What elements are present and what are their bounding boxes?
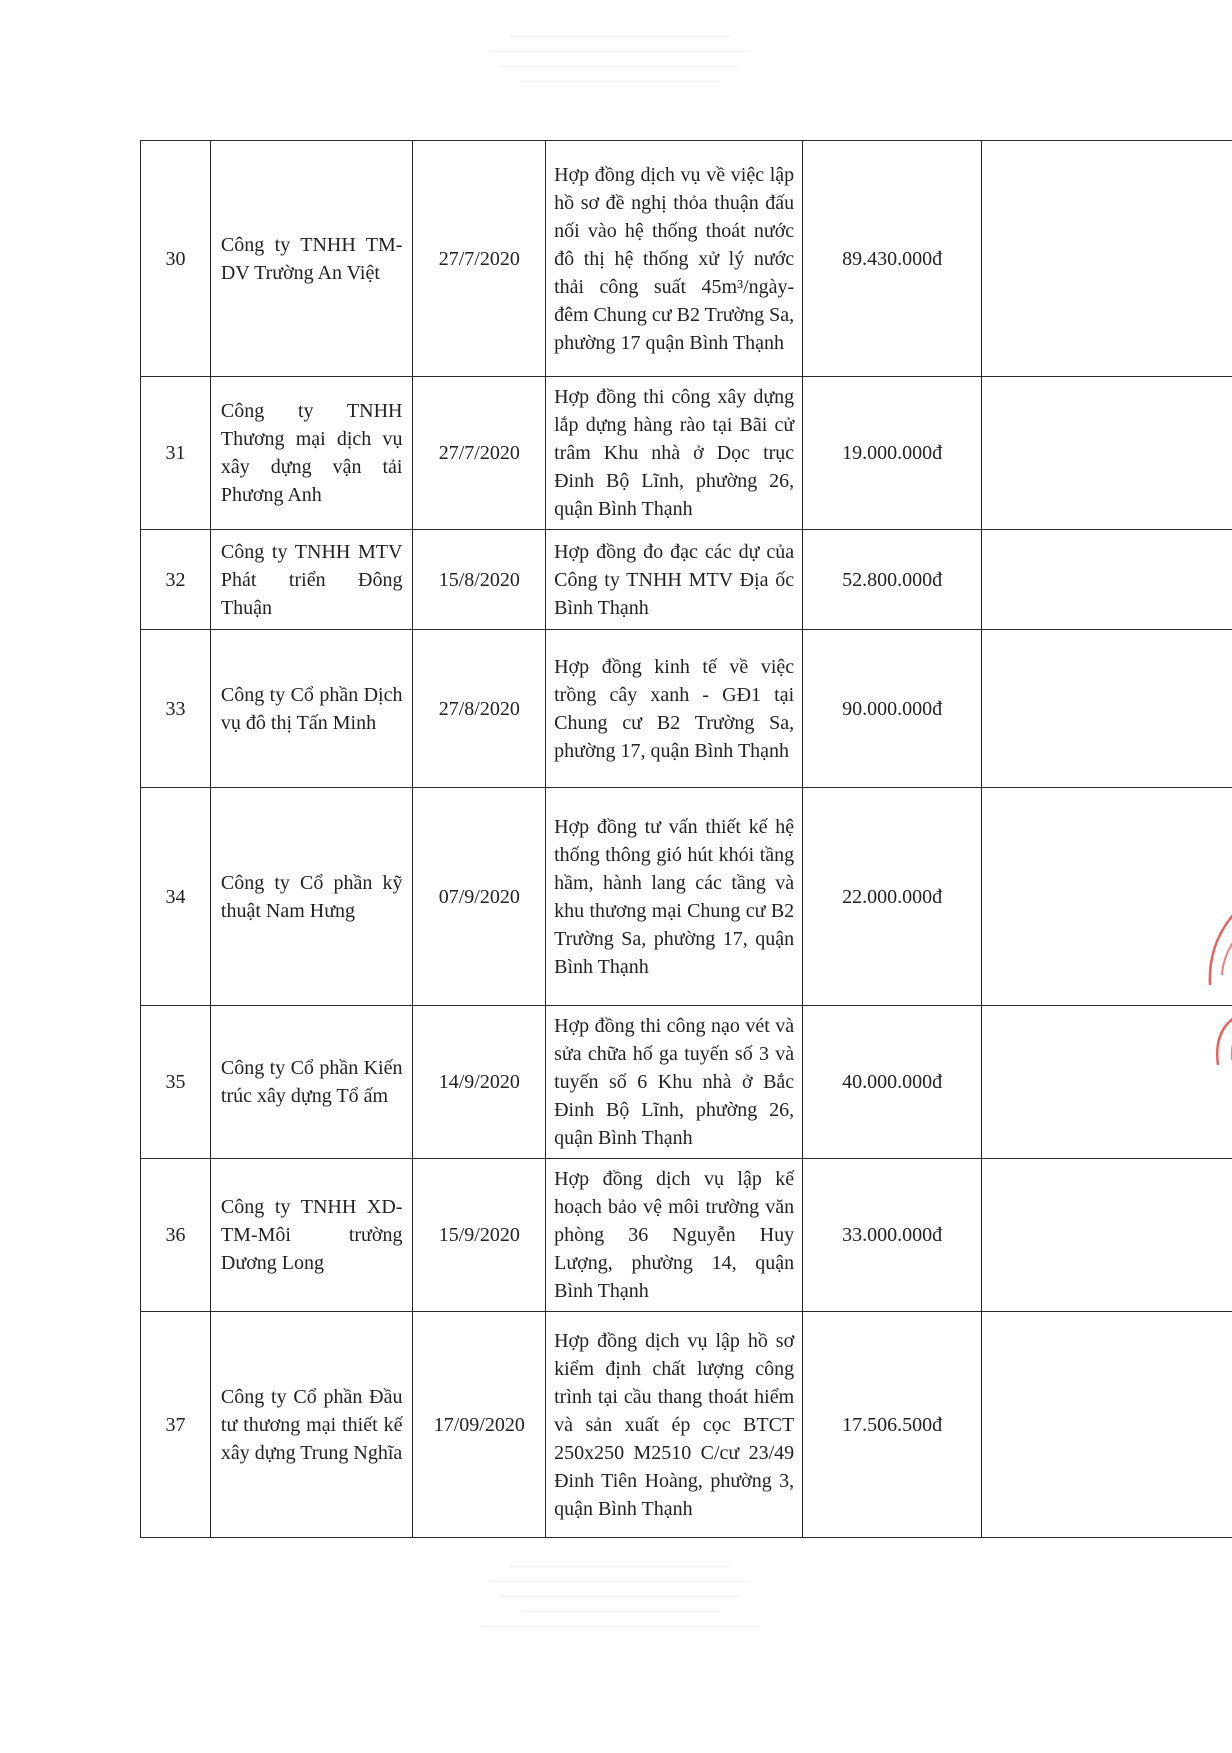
row-number: 32 [141,530,211,630]
contract-amount: 19.000.000đ [803,377,982,530]
contract-amount: 17.506.500đ [803,1312,982,1538]
contract-date: 15/8/2020 [413,530,546,630]
row-number: 36 [141,1159,211,1312]
contract-amount: 52.800.000đ [803,530,982,630]
contract-amount: 40.000.000đ [803,1006,982,1159]
contract-date: 27/7/2020 [413,377,546,530]
row-number: 30 [141,141,211,377]
row-number: 31 [141,377,211,530]
note-cell [982,530,1232,630]
company-name: Công ty Cổ phần kỹ thuật Nam Hưng [210,788,413,1006]
contract-amount: 22.000.000đ [803,788,982,1006]
contract-content: Hợp đồng tư vấn thiết kế hệ thống thông gió hút khói tầng hầm, hành lang các tầng và khu thương mại Chung cư B2 Trường Sa, phường 17, quận Bình Thạnh [546,788,803,1006]
contract-amount: 33.000.000đ [803,1159,982,1312]
contract-date: 27/7/2020 [413,141,546,377]
contract-content: Hợp đồng dịch vụ lập hồ sơ kiểm định chất lượng công trình tại cầu thang thoát hiểm và sản xuất ép cọc BTCT 250x250 M2510 C/cư 23/49 Đinh Tiên Hoàng, phường 3, quận Bình Thạnh [546,1312,803,1538]
company-name: Công ty Cổ phần Đầu tư thương mại thiết kế xây dựng Trung Nghĩa [210,1312,413,1538]
company-name: Công ty Cổ phần Dịch vụ đô thị Tấn Minh [210,630,413,788]
contract-amount: 90.000.000đ [803,630,982,788]
table-row [141,530,1232,630]
note-cell [982,788,1232,1006]
show-through-top [470,30,770,96]
contract-content: Hợp đồng dịch vụ lập kế hoạch bảo vệ môi trường văn phòng 36 Nguyễn Huy Lượng, phường 14, quận Bình Thạnh [546,1159,803,1312]
contract-content: Hợp đồng kinh tế về việc trồng cây xanh - GĐ1 tại Chung cư B2 Trường Sa, phường 17, quận Bình Thạnh [546,630,803,788]
company-name: Công ty TNHH Thương mại dịch vụ xây dựng vận tải Phương Anh [210,377,413,530]
contract-content: Hợp đồng đo đạc các dự của Công ty TNHH MTV Địa ốc Bình Thạnh [546,530,803,630]
table-row [141,630,1232,788]
contract-table [140,140,1232,1538]
company-name: Công ty TNHH XD-TM-Môi trường Dương Long [210,1159,413,1312]
note-cell [982,377,1232,530]
contract-content: Hợp đồng thi công xây dựng lắp dựng hàng rào tại Bãi cử trâm Khu nhà ở Dọc trục Đinh Bộ Lĩnh, phường 26, quận Bình Thạnh [546,377,803,530]
company-name: Công ty Cổ phần Kiến trúc xây dựng Tổ ấm [210,1006,413,1159]
note-cell [982,1006,1232,1159]
contract-date: 14/9/2020 [413,1006,546,1159]
company-name: Công ty TNHH TM-DV Trường An Việt [210,141,413,377]
table-row [141,1159,1232,1312]
table-row [141,141,1232,377]
table-row [141,1312,1232,1538]
note-cell [982,630,1232,788]
note-cell [982,1312,1232,1538]
contract-date: 07/9/2020 [413,788,546,1006]
note-cell [982,141,1232,377]
show-through-bottom [470,1560,770,1641]
row-number: 37 [141,1312,211,1538]
contract-content: Hợp đồng thi công nạo vét và sửa chữa hố ga tuyến số 3 và tuyến số 6 Khu nhà ở Bắc Đinh Bộ Lĩnh, phường 26, quận Bình Thạnh [546,1006,803,1159]
row-number: 34 [141,788,211,1006]
table-row [141,377,1232,530]
contract-amount: 89.430.000đ [803,141,982,377]
contract-date: 17/09/2020 [413,1312,546,1538]
contract-content: Hợp đồng dịch vụ về việc lập hồ sơ đề nghị thỏa thuận đấu nối vào hệ thống thoát nước đô thị hệ thống xử lý nước thải công suất 45m³/ngày-đêm Chung cư B2 Trường Sa, phường 17 quận Bình Thạnh [546,141,803,377]
contract-date: 15/9/2020 [413,1159,546,1312]
company-name: Công ty TNHH MTV Phát triển Đông Thuận [210,530,413,630]
table-row [141,1006,1232,1159]
contract-date: 27/8/2020 [413,630,546,788]
table-row [141,788,1232,1006]
row-number: 33 [141,630,211,788]
note-cell [982,1159,1232,1312]
row-number: 35 [141,1006,211,1159]
